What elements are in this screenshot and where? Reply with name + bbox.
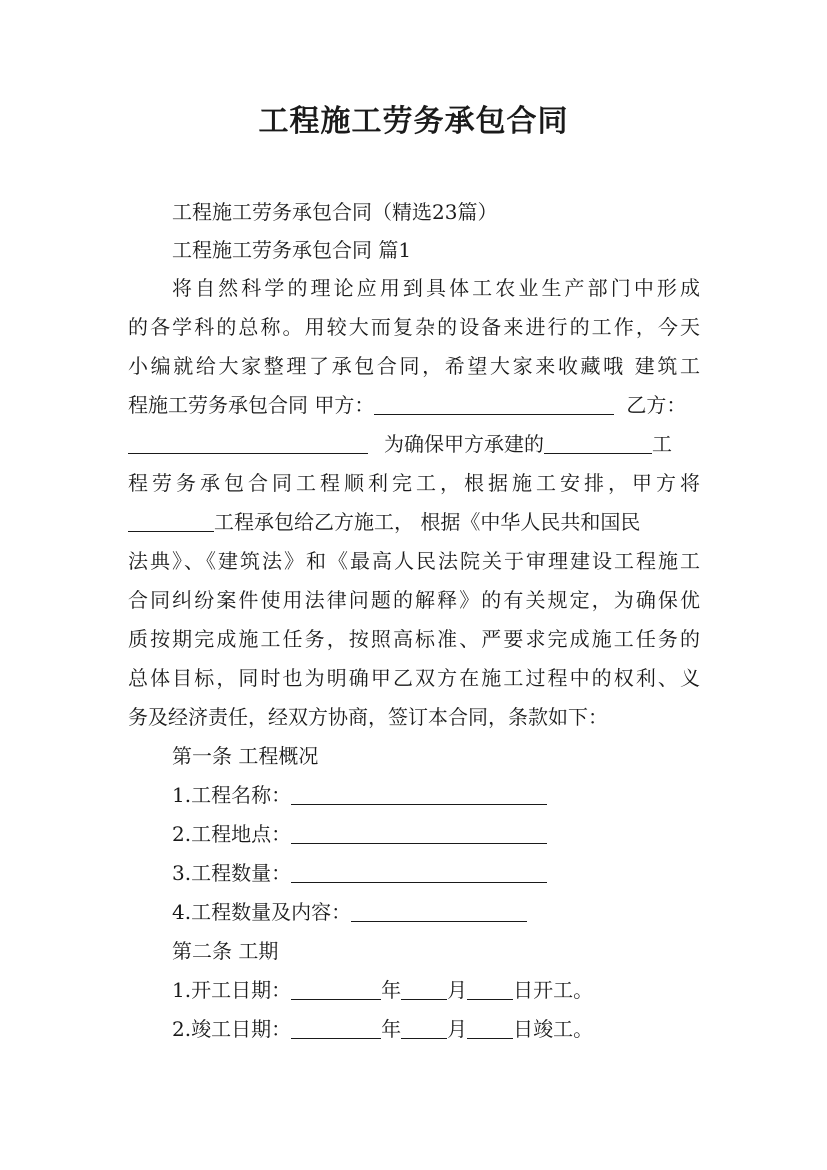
paragraph-line-11: 总体目标，同时也为明确甲乙双方在施工过程中的权利、义	[128, 666, 700, 690]
paragraph-line-6: 程劳务承包合同工程顺利完工，根据施工安排，甲方将	[128, 471, 700, 495]
item-label: 2.工程地点：	[172, 822, 292, 846]
paragraph-line-7	[128, 507, 700, 537]
project-name-blank	[544, 433, 652, 454]
paragraph-line-9: 合同纠纷案件使用法律问题的解释》的有关规定，为确保优	[128, 588, 700, 612]
start-day-field	[467, 979, 513, 1000]
article-1-item-2	[172, 819, 547, 849]
paragraph-line-5	[128, 429, 700, 459]
year-label: 年	[381, 978, 402, 1002]
document-title: 工程施工劳务承包合同	[258, 104, 569, 139]
article-2-end-date	[172, 1014, 593, 1044]
month-label: 月	[447, 978, 468, 1002]
day-label: 日开工。	[513, 978, 594, 1002]
paragraph-text-fragment: 工程承包给乙方施工， 根据《中华人民共和国民	[214, 510, 641, 534]
paragraph-line-10: 质按期完成施工任务，按照高标准、严要求完成施工任务的	[128, 627, 700, 651]
item-label: 4.工程数量及内容：	[172, 900, 352, 924]
article-1-item-4	[172, 897, 527, 927]
party-a-label: 程施工劳务承包合同 甲方：	[128, 393, 375, 417]
project-location-field	[291, 823, 547, 844]
article-1-item-3	[172, 858, 547, 888]
party-b-blank	[128, 433, 368, 454]
article-2-heading: 第二条 工期	[172, 939, 279, 963]
article-1-item-1	[172, 780, 547, 810]
party-a-blank	[374, 394, 614, 415]
paragraph-text-fragment: 工	[652, 432, 672, 456]
paragraph-line-1: 将自然科学的理论应用到具体工农业生产部门中形成	[172, 276, 700, 300]
paragraph-line-2: 的各学科的总称。用较大而复杂的设备来进行的工作，今天	[128, 315, 700, 339]
end-month-field	[401, 1018, 447, 1039]
year-label: 年	[381, 1017, 402, 1041]
paragraph-line-8: 法典》、《建筑法》和《最高人民法院关于审理建设工程施工	[128, 549, 700, 573]
document-subtitle: 工程施工劳务承包合同（精选23篇）	[172, 200, 498, 224]
project-content-field	[351, 901, 527, 922]
day-label: 日竣工。	[513, 1017, 594, 1041]
item-label: 3.工程数量：	[172, 861, 292, 885]
project-intro-text: 为确保甲方承建的	[384, 432, 544, 456]
item-label: 1.工程名称：	[172, 783, 292, 807]
start-year-field	[291, 979, 381, 1000]
article-1-heading: 第一条 工程概况	[172, 744, 319, 768]
project-quantity-field	[291, 862, 547, 883]
item-label: 2.竣工日期：	[172, 1017, 292, 1041]
party-b-label: 乙方：	[626, 393, 687, 417]
project-blank-2	[128, 511, 214, 532]
article-2-start-date	[172, 975, 593, 1005]
item-label: 1.开工日期：	[172, 978, 292, 1002]
project-name-field	[291, 784, 547, 805]
paragraph-line-4	[128, 390, 700, 420]
paragraph-line-12: 务及经济责任，经双方协商，签订本合同，条款如下：	[128, 705, 608, 729]
end-year-field	[291, 1018, 381, 1039]
month-label: 月	[447, 1017, 468, 1041]
paragraph-line-3: 小编就给大家整理了承包合同，希望大家来收藏哦 建筑工	[128, 354, 700, 378]
section-heading: 工程施工劳务承包合同 篇1	[172, 238, 412, 262]
start-month-field	[401, 979, 447, 1000]
end-day-field	[467, 1018, 513, 1039]
